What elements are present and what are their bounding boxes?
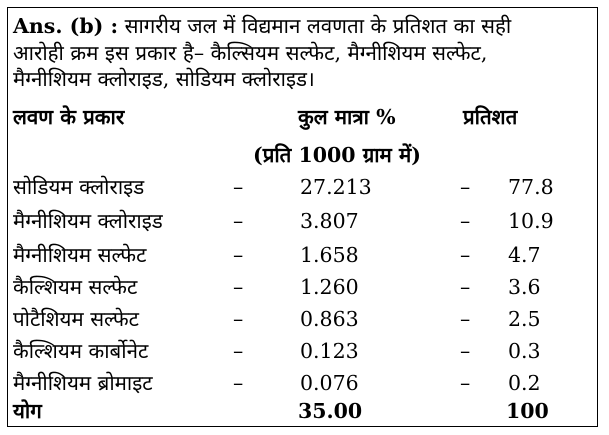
- row-2-percent: 10.9: [508, 209, 554, 233]
- row-1-percent: 77.8: [508, 175, 554, 199]
- row-4-amount: 1.260: [300, 275, 359, 299]
- row-5-name: पोटैशियम सल्फेट: [13, 307, 139, 331]
- row-3-dash-b: –: [460, 243, 471, 267]
- answer-box: [7, 7, 598, 427]
- row-6-amount: 0.123: [300, 339, 359, 363]
- row-5-dash-b: –: [460, 307, 471, 331]
- total-amount: 35.00: [298, 399, 363, 423]
- row-1-dash-b: –: [460, 175, 471, 199]
- total-percent: 100: [506, 399, 549, 423]
- row-6-name: कैल्शियम कार्बोनेट: [13, 339, 149, 363]
- answer-text-line1: सागरीय जल में विद्यमान लवणता के प्रतिशत का सही: [124, 14, 512, 38]
- row-2-name: मैग्नीशियम क्लोराइड: [13, 209, 163, 233]
- row-4-percent: 3.6: [508, 275, 541, 299]
- row-3-name: मैग्नीशियम सल्फेट: [13, 243, 147, 267]
- row-3-dash-a: –: [233, 243, 244, 267]
- row-2-dash-b: –: [460, 209, 471, 233]
- row-7-amount: 0.076: [300, 371, 359, 395]
- row-4-name: कैल्शियम सल्फेट: [13, 275, 138, 299]
- header-percentage: प्रतिशत: [463, 105, 518, 129]
- row-6-dash-b: –: [460, 339, 471, 363]
- answer-text-line3: मैग्नीशियम क्लोराइड, सोडियम क्लोराइड।: [13, 67, 315, 91]
- row-5-amount: 0.863: [300, 307, 359, 331]
- row-5-percent: 2.5: [508, 307, 541, 331]
- answer-paragraph: [13, 13, 592, 40]
- row-2-amount: 3.807: [300, 209, 359, 233]
- header-per-1000g: (प्रति 1000 ग्राम में): [253, 143, 421, 167]
- row-1-dash-a: –: [233, 175, 244, 199]
- answer-text-line2: आरोही क्रम इस प्रकार है– कैल्सियम सल्फेट, मैग्नीशियम सल्फेट,: [13, 41, 488, 65]
- row-7-percent: 0.2: [508, 371, 541, 395]
- row-7-dash-a: –: [233, 371, 244, 395]
- row-5-dash-a: –: [233, 307, 244, 331]
- row-4-dash-a: –: [233, 275, 244, 299]
- row-2-dash-a: –: [233, 209, 244, 233]
- row-3-amount: 1.658: [300, 243, 359, 267]
- row-6-dash-a: –: [233, 339, 244, 363]
- row-6-percent: 0.3: [508, 339, 541, 363]
- answer-label: Ans. (b) :: [13, 14, 119, 38]
- row-7-name: मैग्नीशियम ब्रोमाइट: [13, 371, 153, 395]
- row-7-dash-b: –: [460, 371, 471, 395]
- row-1-name: सोडियम क्लोराइड: [13, 175, 145, 199]
- total-label: योग: [13, 399, 42, 423]
- header-salt-type: लवण के प्रकार: [13, 105, 125, 129]
- row-1-amount: 27.213: [300, 175, 372, 199]
- row-3-percent: 4.7: [508, 243, 541, 267]
- row-4-dash-b: –: [460, 275, 471, 299]
- header-total-amount: कुल मात्रा %: [298, 105, 396, 129]
